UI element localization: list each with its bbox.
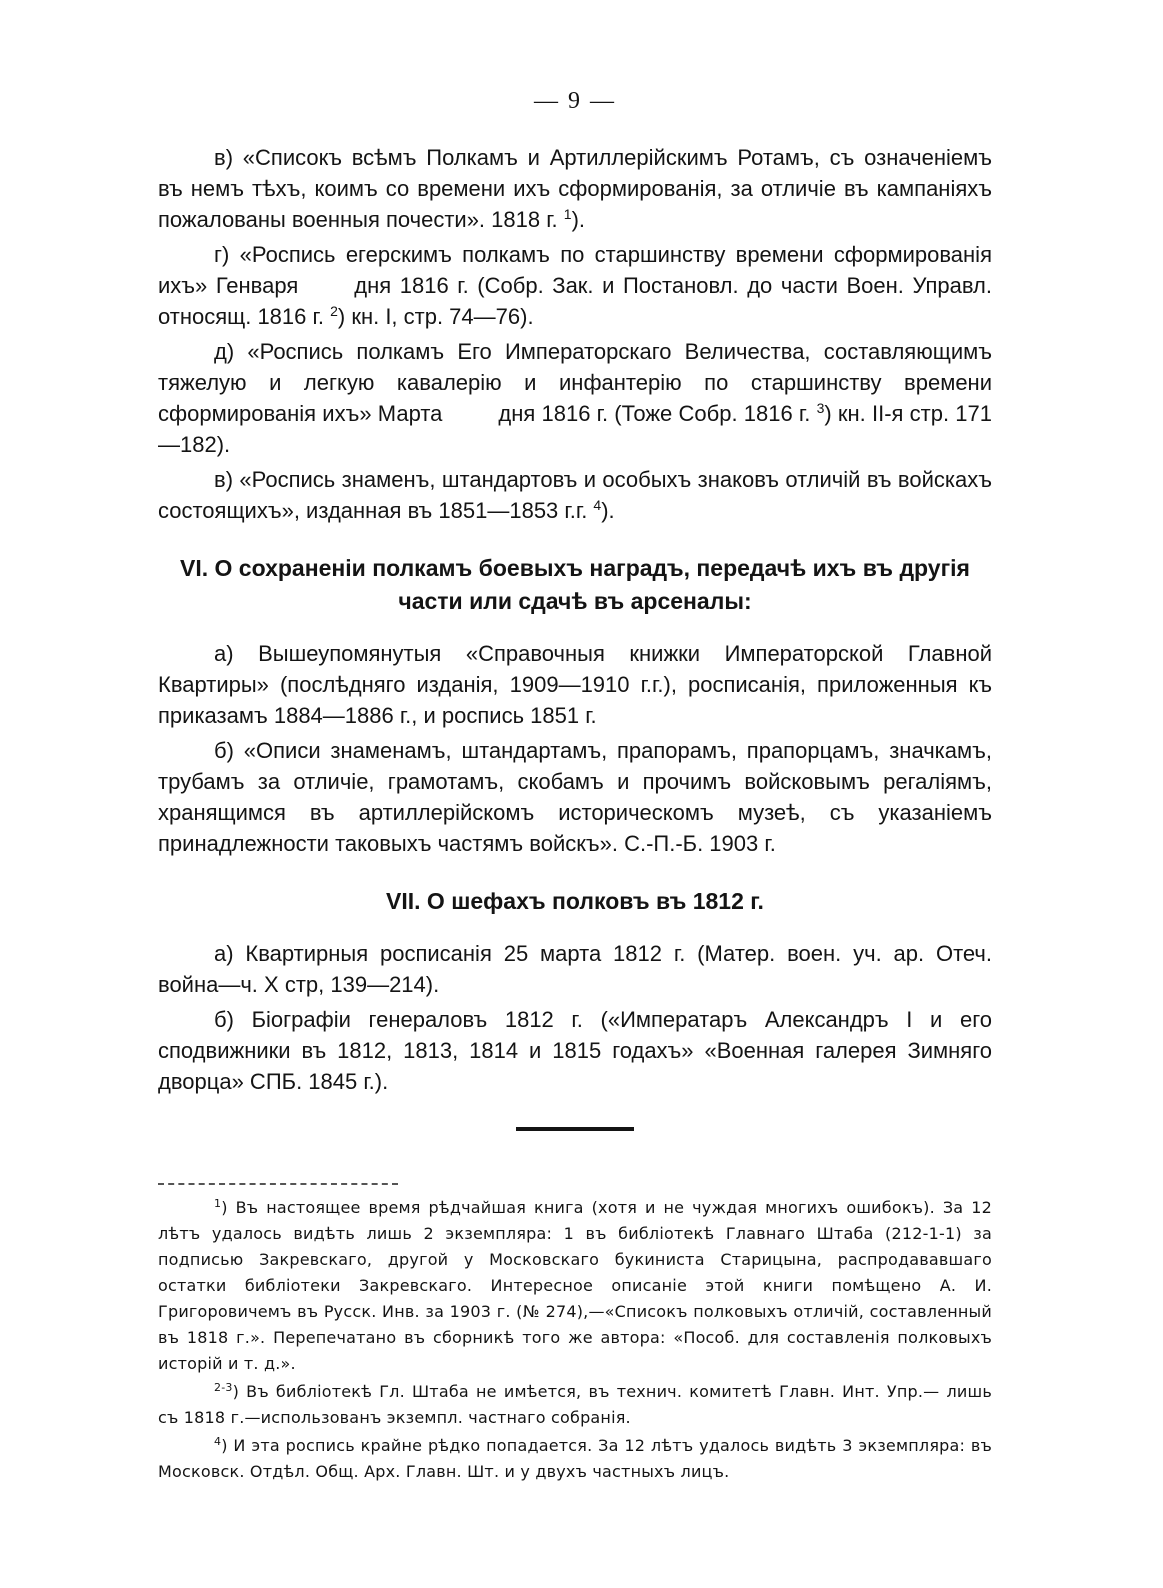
item-text: Біографіи генераловъ 1812 г. («Императаръ Александръ I и его сподвижники въ 1812, 1813, 1814 и 1815 годахъ» «Военная галерея Зимняго дворца» СПБ. 1845 г.).: [158, 1007, 992, 1094]
footnote-ref: 4: [593, 497, 602, 513]
item-text-cont: дня 1816 г. (Собр. Зак. и Постановл. до части Воен. Управл. относящ. 1816 г.: [158, 273, 992, 329]
reference-list-top: [158, 142, 992, 526]
list-item: [158, 1004, 992, 1097]
list-item: [158, 938, 992, 1000]
item-text-end: ).: [601, 498, 615, 523]
item-marker: а): [214, 941, 234, 966]
item-marker: г): [214, 242, 230, 267]
footnote-text: И эта роспись крайне рѣдко попадается. За 12 лѣтъ удалось видѣть 3 экземпляра: въ Московск. Отдѣл. Общ. Арх. Главн. Шт. и у двухъ частныхъ лицъ.: [158, 1436, 992, 1481]
footnote: $^1$) Въ настоящее время рѣдчайшая книга (хотя и не чуждая многихъ ошибокъ). За 12 лѣтъ удалось видѣть лишь 2 экземпляра: 1 въ библіотекѣ Главнаго Штаба (212-1-1) за подписью Закревскаго, другой у Московскаго букиниста Старицына, распродававшаго остатки библіотеки Закревскаго. Интересное описаніе этой книги помѣщено А. И. Григоровичемъ въ Русск. Инв. за 1903 г. (№ 274),—«Списокъ полковыхъ отличій, составленный въ 1818 г.». Перепечатано въ сборникѣ того же автора: «Пособ. для составленія полковыхъ исторій и т. д.».: [158, 1197, 992, 1373]
page-number: — 9 —: [534, 88, 616, 114]
section-vii-list: [158, 938, 992, 1097]
list-item: [158, 142, 992, 235]
footnote-marker: 4: [214, 1435, 222, 1448]
footnote-marker: 2-3: [214, 1381, 233, 1394]
item-text: «Роспись полкамъ Его Императорскаго Величества, составляющимъ тяжелую и легкую кавалерію и инфантерію по старшинству времени сформированія ихъ» Марта: [158, 339, 992, 426]
item-marker: а): [214, 641, 234, 666]
heading-line: VI. О сохраненіи полкамъ боевыхъ наградъ, передачѣ ихъ въ другія: [180, 555, 970, 581]
item-marker: б): [214, 1007, 234, 1032]
item-text-cont: дня 1816 г. (Тоже Собр. 1816 г.: [498, 401, 817, 426]
item-text: «Описи знаменамъ, штандартамъ, прапорамъ, прапорцамъ, значкамъ, трубамъ за отличіе, грамотамъ, скобамъ и прочимъ войсковымъ регаліямъ, хранящимся въ артиллерійскомъ историческомъ музеѣ, съ указаніемъ принадлежности таковыхъ частямъ войскъ». С.-П.-Б. 1903 г.: [158, 738, 992, 856]
section-vi-list: [158, 638, 992, 859]
footnote-ref: 2: [330, 303, 338, 319]
footnote: $^4$) И эта роспись крайне рѣдко попадается. За 12 лѣтъ удалось видѣть 3 экземпляра: въ Московск. Отдѣл. Общ. Арх. Главн. Шт. и у двухъ частныхъ лицъ.: [158, 1435, 992, 1481]
footnote-marker: 1: [214, 1197, 222, 1210]
list-item: [158, 735, 992, 859]
footnote-ref: 1: [563, 206, 572, 222]
section-heading-vi: [158, 552, 992, 618]
list-item: [158, 336, 992, 460]
item-text: Квартирныя росписанія 25 марта 1812 г. (Матер. воен. уч. ар. Отеч. война—ч. X стр, 139—214).: [158, 941, 992, 997]
item-marker: д): [214, 339, 235, 364]
footnotes: [158, 1195, 992, 1485]
item-text: «Роспись егерскимъ полкамъ по старшинству времени сформированія ихъ» Генваря: [158, 242, 992, 298]
footnote-text: Въ настоящее время рѣдчайшая книга (хотя и не чуждая многихъ ошибокъ). За 12 лѣтъ удалось видѣть лишь 2 экземпляра: 1 въ библіотекѣ Главнаго Штаба (212-1-1) за подписью Закревскаго, другой у Московскаго букиниста Старицына, распродававшаго остатки библіотеки Закревскаго. Интересное описаніе этой книги помѣщено А. И. Григоровичемъ въ Русск. Инв. за 1903 г. (№ 274),—«Списокъ полковыхъ отличій, составленный въ 1818 г.». Перепечатано въ сборникѣ того же автора: «Пособ. для составленія полковыхъ исторій и т. д.».: [158, 1198, 992, 1373]
item-marker: в): [214, 145, 234, 170]
footnote-ref: 3: [816, 400, 825, 416]
item-marker: в): [214, 467, 234, 492]
heading-line: VII. О шефахъ полковъ въ 1812 г.: [386, 888, 764, 914]
footnote-separator: [158, 1183, 398, 1185]
section-end-rule: [516, 1127, 634, 1131]
book-page: [158, 88, 992, 1487]
item-text-end: ).: [571, 207, 586, 232]
item-text: Вышеупомянутыя «Справочныя книжки Императорской Главной Квартиры» (послѣдняго изданія, 1909—1910 г.г.), росписанія, приложенныя къ приказамъ 1884—1886 г., и роспись 1851 г.: [158, 641, 992, 728]
section-heading-vii: [158, 885, 992, 918]
heading-line: части или сдачѣ въ арсеналы:: [398, 588, 752, 614]
list-item: [158, 638, 992, 731]
item-text-end: ) кн. II-я стр. 171—182).: [158, 401, 992, 457]
item-text: «Роспись знаменъ, штандартовъ и особыхъ знаковъ отличій въ войскахъ состоящихъ», изданная въ 1851—1853 г.г.: [158, 467, 992, 523]
item-text-end: ) кн. I, стр. 74—76).: [337, 304, 534, 329]
list-item: [158, 464, 992, 526]
footnote: $^{2-3}$) Въ библіотекѣ Гл. Штаба не имѣется, въ технич. комитетѣ Главн. Инт. Упр.— лишь съ 1818 г.—использованъ экземпл. частнаго собранія.: [158, 1381, 992, 1427]
footnote-text: Въ библіотекѣ Гл. Штаба не имѣется, въ технич. комитетѣ Главн. Инт. Упр.— лишь съ 1818 г.—использованъ экземпл. частнаго собранія.: [158, 1382, 992, 1427]
list-item: [158, 239, 992, 332]
item-marker: б): [214, 738, 234, 763]
item-text: «Списокъ всѣмъ Полкамъ и Артиллерійскимъ Ротамъ, съ означеніемъ въ немъ тѣхъ, коимъ со времени ихъ сформированія, за отличіе въ кампаніяхъ пожалованы военныя почести». 1818 г.: [158, 145, 992, 232]
